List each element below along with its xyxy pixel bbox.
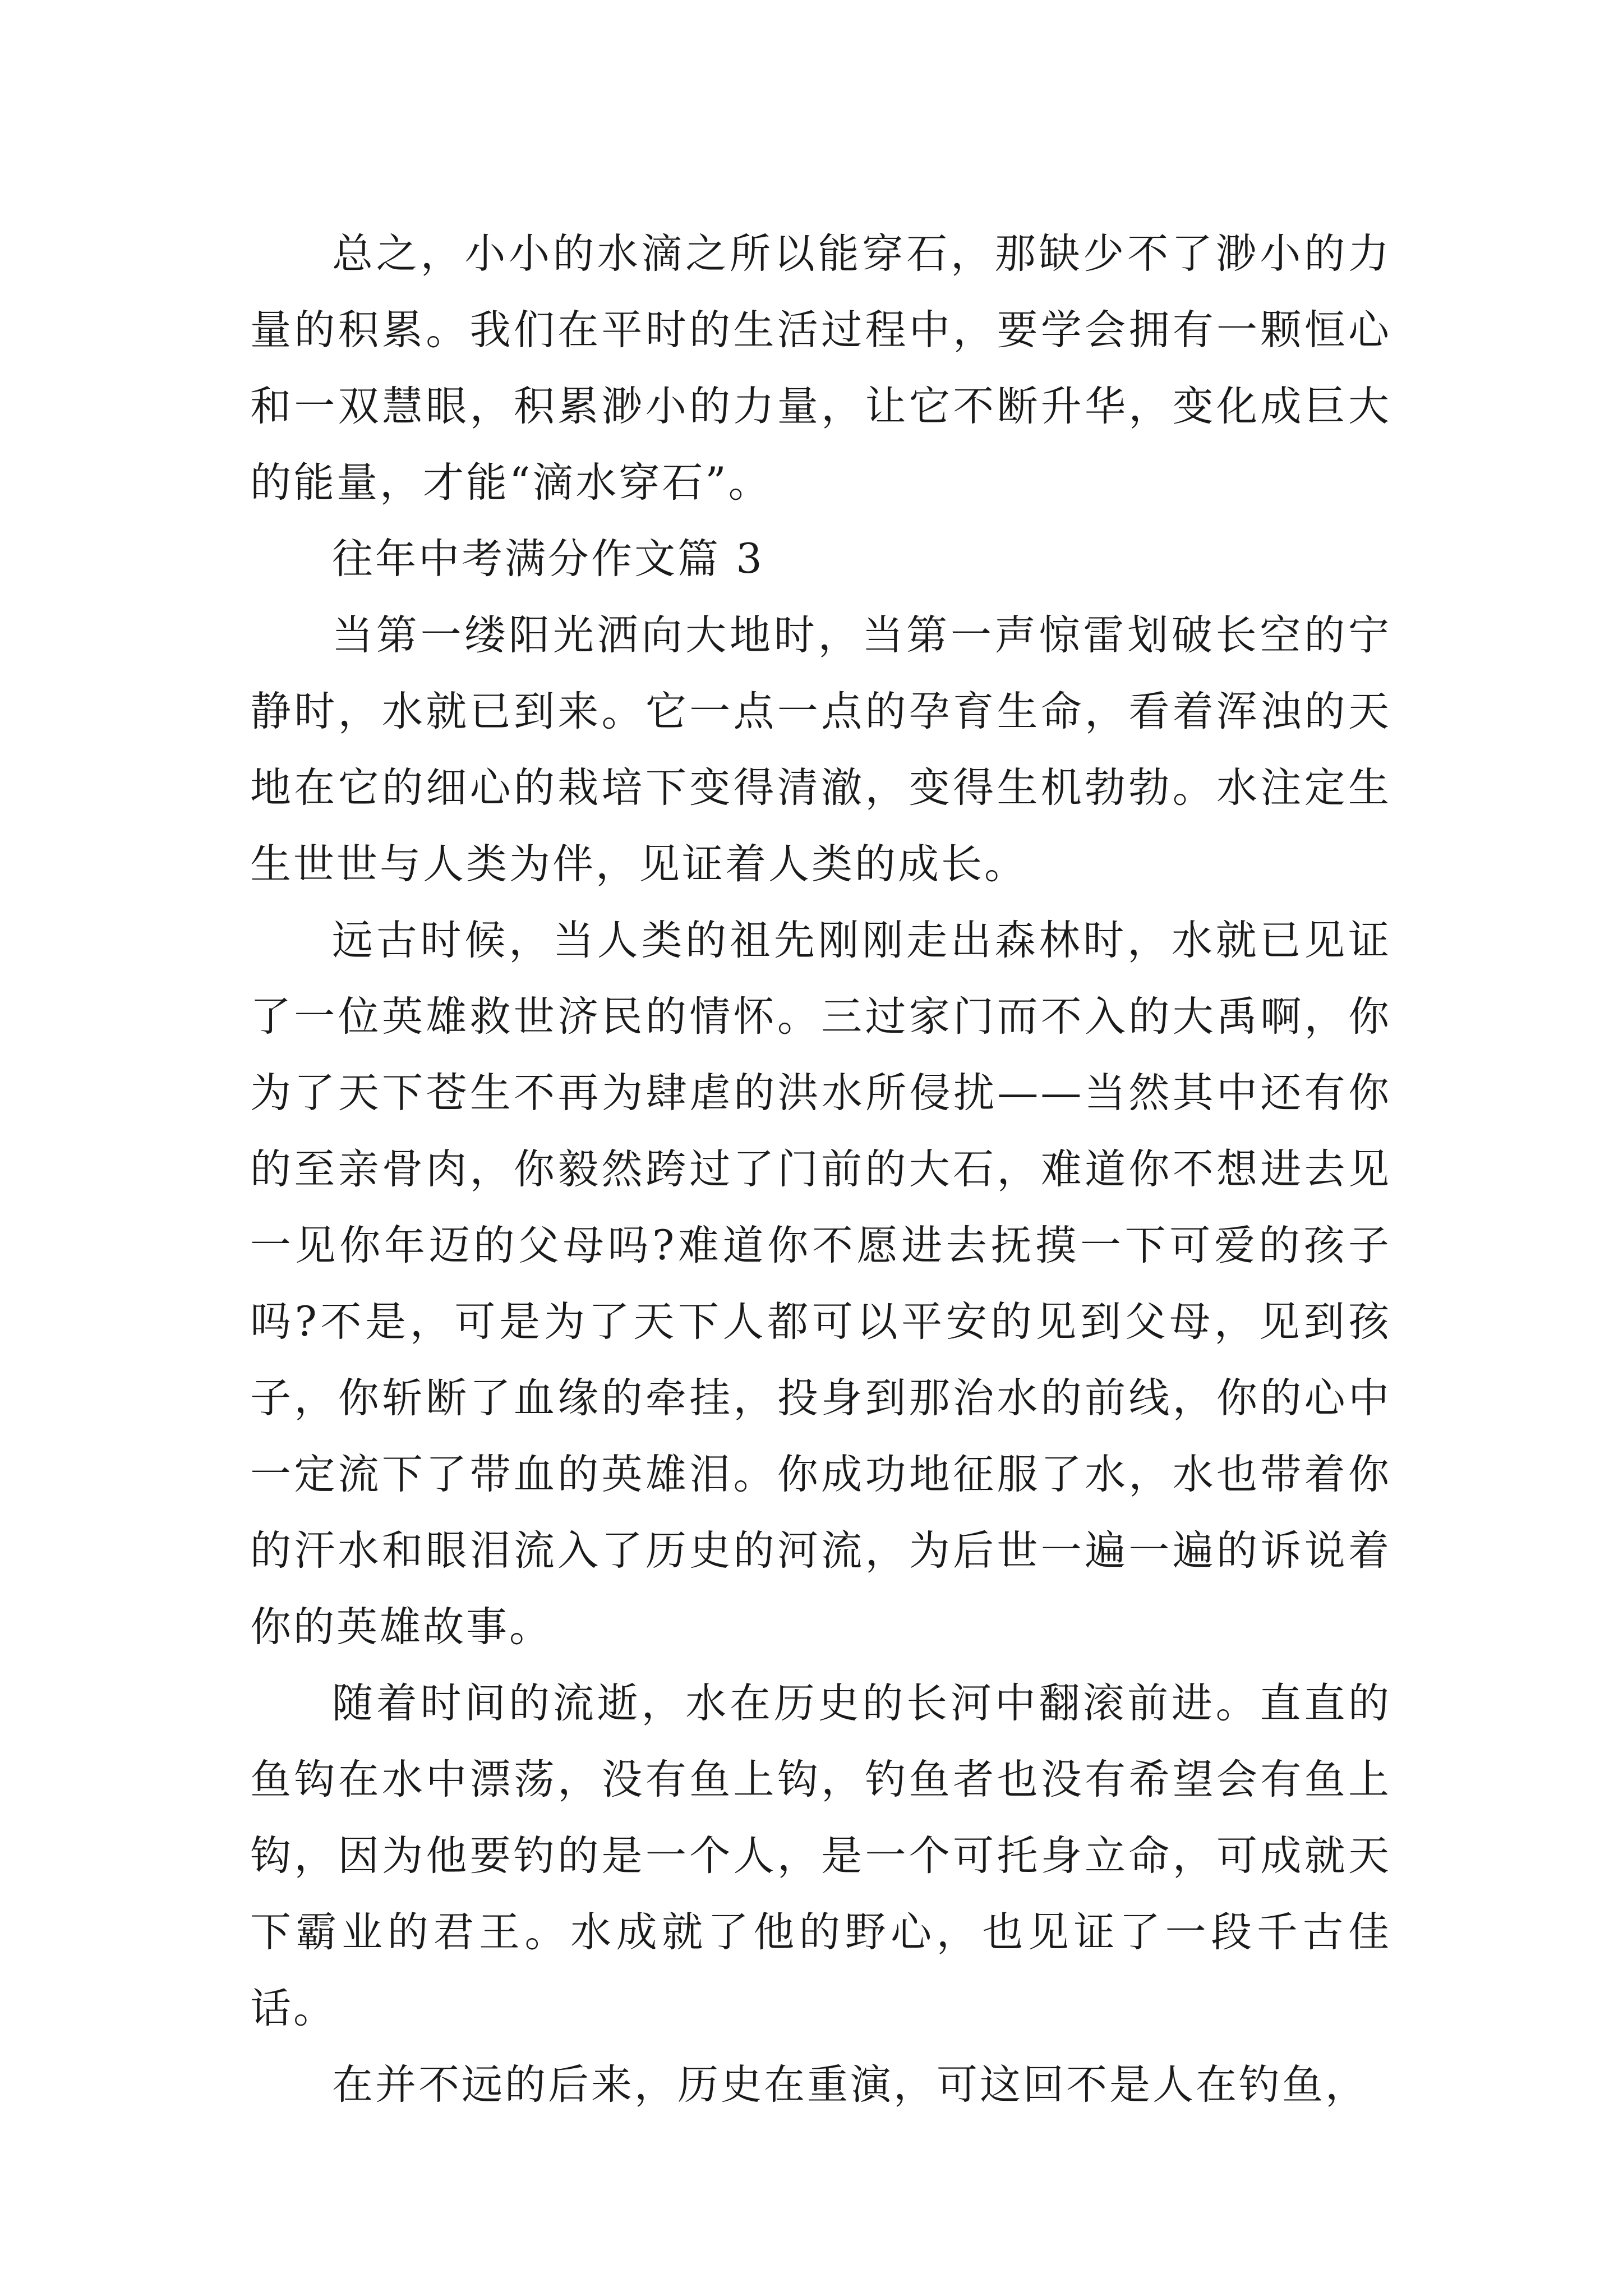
essay-body — [250, 216, 1391, 2123]
paragraph-fishing: 随着时间的流逝，水在历史的长河中翻滚前进。直直的鱼钩在水中漂荡，没有鱼上钩，钓鱼者也没有希望会有鱼上钩，因为他要钓的是一个人，是一个可托身立命，可成就天下霸业的君王。水成就了他的野心，也见证了一段千古佳话。 — [250, 1680, 1391, 2032]
paragraph-later: 在并不远的后来，历史在重演，可这回不是人在钓鱼， — [332, 2061, 1368, 2109]
essay-heading: 往年中考满分作文篇 3 — [332, 535, 764, 583]
paragraph-dayu: 远古时候，当人类的祖先刚刚走出森林时，水就已见证了一位英雄救世济民的情怀。三过家门而不入的大禹啊，你为了天下苍生不再为肆虐的洪水所侵扰——当然其中还有你的至亲骨肉，你毅然跨过了门前的大石，难道你不想进去见一见你年迈的父母吗?难道你不愿进去抚摸一下可爱的孩子吗?不是，可是为了天下人都可以平安的见到父母，见到孩子，你斩断了血缘的牵挂，投身到那治水的前线，你的心中一定流下了带血的英雄泪。你成功地征服了水，水也带着你的汗水和眼泪流入了历史的河流，为后世一遍一遍的诉说着你的英雄故事。 — [250, 917, 1391, 1651]
paragraph-intro: 当第一缕阳光洒向大地时，当第一声惊雷划破长空的宁静时，水就已到来。它一点一点的孕育生命，看着浑浊的天地在它的细心的栽培下变得清澈，变得生机勃勃。水注定生生世世与人类为伴，见证着人类的成长。 — [250, 611, 1391, 888]
paragraph-conclusion: 总之，小小的水滴之所以能穿石，那缺少不了渺小的力量的积累。我们在平时的生活过程中，要学会拥有一颗恒心和一双慧眼，积累渺小的力量，让它不断升华，变化成巨大的能量，才能“滴水穿石”。 — [250, 230, 1391, 507]
